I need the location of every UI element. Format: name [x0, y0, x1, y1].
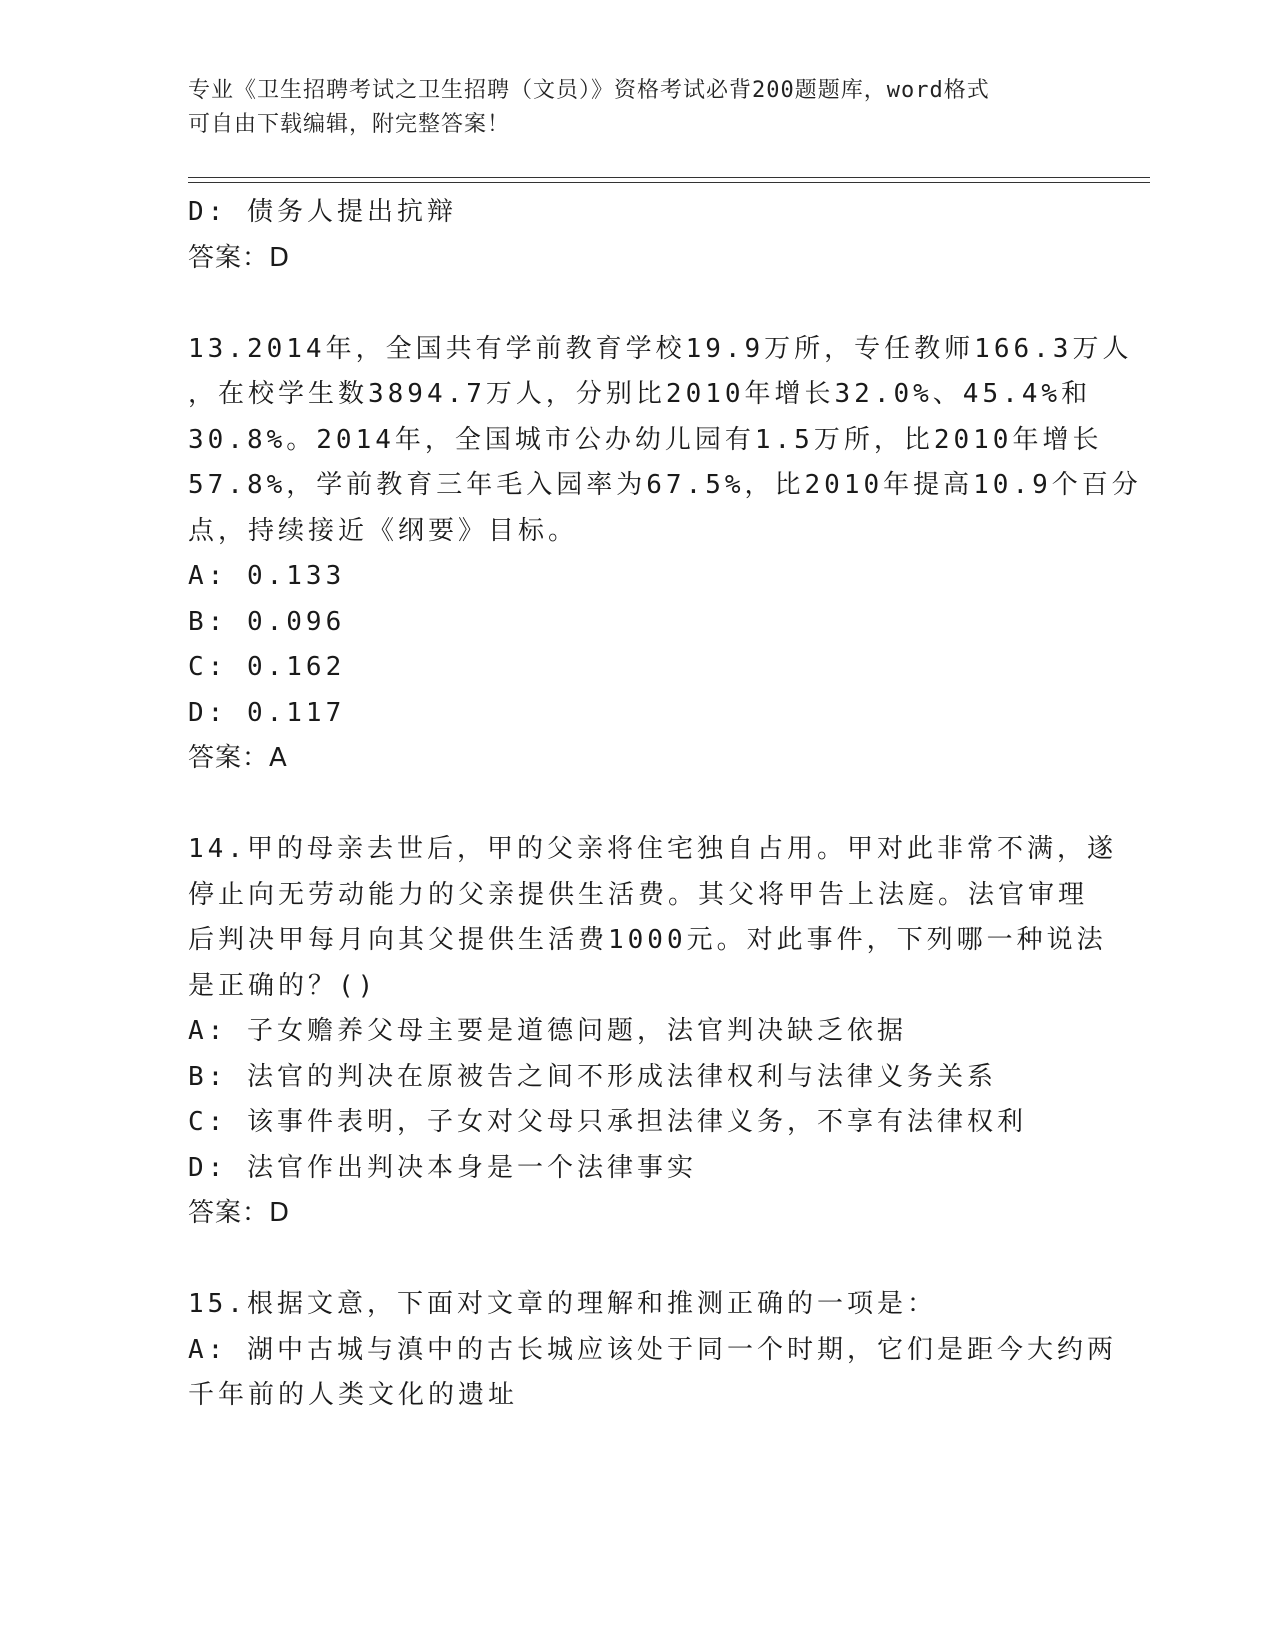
question-stem-line: 15.根据文意，下面对文章的理解和推测正确的一项是： — [188, 1289, 937, 1319]
answer-line: 答案：D — [188, 242, 291, 273]
question-15 — [188, 1282, 1117, 1419]
option-a: A: 子女赡养父母主要是道德问题，法官判决缺乏依据 — [188, 1016, 907, 1046]
option-a: A: 0.133 — [188, 561, 346, 591]
option-b: B: 0.096 — [188, 606, 346, 637]
question-stem-line: 停止向无劳动能力的父亲提供生活费。其父将甲告上法庭。法官审理 — [188, 879, 1089, 910]
question-stem-line: 点，持续接近《纲要》目标。 — [188, 515, 579, 546]
answer-line: 答案：D — [188, 1198, 291, 1228]
option-d: D: 0.117 — [188, 697, 346, 728]
header-line-1: 专业《卫生招聘考试之卫生招聘（文员）》资格考试必背200题题库，word格式 — [188, 78, 990, 103]
question-stem-line: 13.2014年，全国共有学前教育学校19.9万所，专任教师166.3万人 — [188, 333, 1133, 364]
question-stem-line: 57.8%，学前教育三年毛入园率为67.5%，比2010年提高10.9个百分 — [188, 470, 1142, 500]
option-a-continued: 千年前的人类文化的遗址 — [188, 1380, 519, 1410]
spacer — [188, 1237, 1088, 1283]
question-stem-line: 后判决甲每月向其父提供生活费1000元。对此事件，下列哪一种说法 — [188, 925, 1107, 955]
question-stem-line: 30.8%。2014年，全国城市公办幼儿园有1.5万所，比2010年增长 — [188, 424, 1103, 455]
question-14 — [188, 827, 1117, 1237]
header-divider-top — [188, 177, 1150, 178]
spacer — [188, 281, 1088, 327]
option-c: C: 0.162 — [188, 652, 346, 682]
header-divider-bottom — [188, 182, 1150, 183]
header-line-2: 可自由下载编辑，附完整答案！ — [188, 112, 511, 137]
answer-line: 答案：A — [188, 743, 288, 773]
option-d: D: 法官作出判决本身是一个法律事实 — [188, 1152, 697, 1183]
spacer — [188, 782, 1088, 828]
option-b: B: 法官的判决在原被告之间不形成法律权利与法律义务关系 — [188, 1061, 997, 1092]
question-stem-line: ，在校学生数3894.7万人，分别比2010年增长32.0%、45.4%和 — [188, 379, 1092, 409]
document-body — [188, 190, 1142, 1419]
question-stem-line: 是正确的？() — [188, 970, 378, 1001]
option-a: A: 湖中古城与滇中的古长城应该处于同一个时期，它们是距今大约两 — [188, 1334, 1117, 1365]
document-header — [188, 74, 1068, 142]
question-stem-line: 14.甲的母亲去世后，甲的父亲将住宅独自占用。甲对此非常不满，遂 — [188, 834, 1117, 864]
option-c: C: 该事件表明，子女对父母只承担法律义务，不享有法律权利 — [188, 1107, 1027, 1137]
option-d: D: 债务人提出抗辩 — [188, 197, 457, 227]
question-13 — [188, 327, 1142, 782]
question-12 — [188, 190, 1088, 281]
